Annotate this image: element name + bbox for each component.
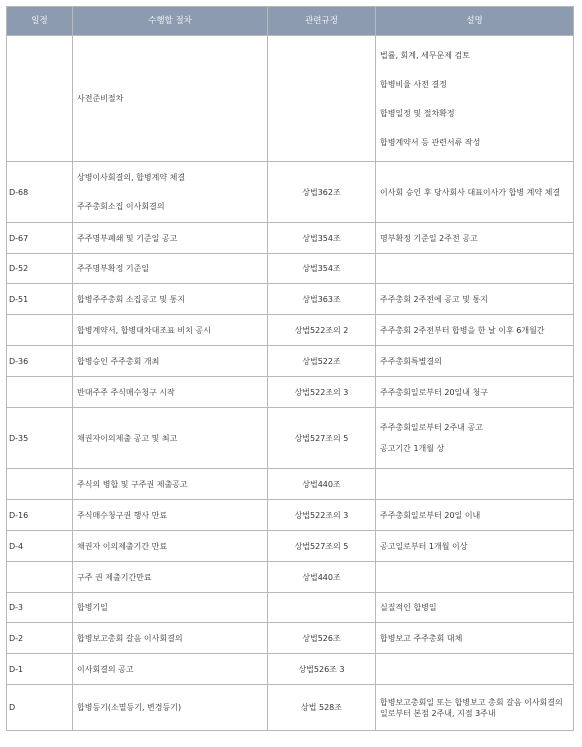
schedule-cell: D-51 <box>7 284 73 315</box>
header-procedure: 수행할 절차 <box>73 7 268 36</box>
schedule-cell: D-4 <box>7 531 73 562</box>
schedule-cell <box>7 315 73 346</box>
description-text: 합병보고총회일 또는 합병보고 총회 갈음 이사회결의일로부터 본점 2주내, 지점 3주내 <box>380 697 563 718</box>
regulation-cell: 상법522조의 3 <box>268 377 376 408</box>
procedure-text: 합병주주총회 소집공고 및 통지 <box>77 294 186 304</box>
procedure-text: 상병이사회결의, 합병계약 체결 <box>77 173 186 182</box>
schedule-cell: D-67 <box>7 223 73 254</box>
procedure-cell <box>73 685 268 731</box>
description-cell <box>376 408 574 469</box>
regulation-cell: 상법526조 3 <box>268 654 376 685</box>
procedure-text: 주식의 병합 및 구주권 제출공고 <box>77 479 188 489</box>
schedule-cell: D-16 <box>7 500 73 531</box>
procedure-text: 주주총회소집 이사회결의 <box>77 202 165 211</box>
description-text: 법률, 회계, 세무문제 검토 <box>380 50 470 60</box>
procedure-cell <box>73 315 268 346</box>
regulation-cell: 상법522조 <box>268 346 376 377</box>
regulation-cell: 상법 528조 <box>268 685 376 731</box>
procedure-text: 합병등기(소멸등기, 변경등기) <box>77 703 182 712</box>
procedure-cell <box>73 531 268 562</box>
regulation-cell <box>268 593 376 623</box>
description-cell <box>376 284 574 315</box>
table-row <box>7 254 574 284</box>
procedure-cell <box>73 469 268 500</box>
schedule-cell: D-2 <box>7 623 73 654</box>
procedure-text: 주주명부폐쇄 및 기준일 공고 <box>77 233 178 243</box>
description-cell <box>376 469 574 500</box>
regulation-cell <box>268 36 376 162</box>
procedure-text: 합병보고총회 갈음 이사회결의 <box>77 633 183 643</box>
description-text: 합병비율 사전 결정 <box>380 79 447 89</box>
description-text: 실질적인 합병일 <box>380 603 437 612</box>
procedure-cell <box>73 654 268 685</box>
table-row <box>7 469 574 500</box>
procedure-text: 합병승인 주주총회 개최 <box>77 356 160 366</box>
table-row <box>7 623 574 654</box>
description-cell <box>376 685 574 731</box>
schedule-cell <box>7 36 73 162</box>
description-text: 합병보고 주주총회 대체 <box>380 633 463 643</box>
procedure-cell <box>73 223 268 254</box>
procedure-text: 합병기일 <box>77 603 108 612</box>
description-text: 주주총회특별결의 <box>380 356 442 366</box>
table-row <box>7 223 574 254</box>
description-text: 합병일정 및 절차확정 <box>380 108 455 118</box>
procedure-text: 사전준비절차 <box>77 94 124 103</box>
schedule-cell <box>7 469 73 500</box>
schedule-cell: D-36 <box>7 346 73 377</box>
description-cell <box>376 162 574 223</box>
description-cell <box>376 315 574 346</box>
procedure-cell <box>73 408 268 469</box>
procedure-cell <box>73 284 268 315</box>
table-row <box>7 284 574 315</box>
schedule-cell: D-1 <box>7 654 73 685</box>
table-header-row <box>7 7 574 36</box>
merger-schedule-table-container <box>6 6 574 731</box>
table-row <box>7 562 574 593</box>
procedure-cell <box>73 346 268 377</box>
procedure-text: 반대주주 주식매수청구 시작 <box>77 387 175 397</box>
header-regulation: 관련규정 <box>268 7 376 36</box>
description-cell <box>376 593 574 623</box>
table-row <box>7 685 574 731</box>
procedure-cell <box>73 377 268 408</box>
description-text: 합병계약서 등 관련서류 작성 <box>380 137 481 147</box>
table-row <box>7 531 574 562</box>
regulation-cell: 상법522조의 3 <box>268 500 376 531</box>
schedule-cell: D-68 <box>7 162 73 223</box>
description-text: 명부확정 기준일 2주전 공고 <box>380 233 478 243</box>
procedure-cell <box>73 623 268 654</box>
table-row <box>7 377 574 408</box>
description-text: 공고기간 1개월 상 <box>380 444 445 453</box>
description-cell <box>376 346 574 377</box>
procedure-cell <box>73 162 268 223</box>
description-text: 공고일로부터 1개월 이상 <box>380 541 468 551</box>
table-row <box>7 500 574 531</box>
procedure-cell <box>73 500 268 531</box>
regulation-cell: 상법522조의 2 <box>268 315 376 346</box>
description-text: 주주총회 2주전부터 합병을 한 날 이후 6개월간 <box>380 325 545 335</box>
description-text: 주주총회 2주전에 공고 및 통지 <box>380 294 488 304</box>
regulation-cell: 상법526조 <box>268 623 376 654</box>
procedure-cell <box>73 254 268 284</box>
regulation-cell: 상법363조 <box>268 284 376 315</box>
procedure-cell <box>73 36 268 162</box>
description-text: 주주총회일로부터 20일내 청구 <box>380 387 489 397</box>
table-row <box>7 593 574 623</box>
procedure-text: 구주 권 제출기간만료 <box>77 572 152 582</box>
regulation-cell: 상법440조 <box>268 562 376 593</box>
description-text: 주주총회일로부터 2주내 공고 <box>380 423 483 432</box>
procedure-text: 채권자 이의제출기간 만료 <box>77 541 168 551</box>
description-cell <box>376 500 574 531</box>
regulation-cell: 상법354조 <box>268 223 376 254</box>
procedure-cell <box>73 562 268 593</box>
procedure-text: 주식매수청구권 행사 만료 <box>77 510 168 520</box>
description-cell <box>376 654 574 685</box>
description-cell <box>376 36 574 162</box>
regulation-cell: 상법527조의 5 <box>268 408 376 469</box>
schedule-cell: D-52 <box>7 254 73 284</box>
description-cell <box>376 254 574 284</box>
schedule-cell <box>7 562 73 593</box>
description-text: 이사회 승인 후 당사회사 대표이사가 합병 계약 체결 <box>380 187 561 197</box>
schedule-cell <box>7 377 73 408</box>
table-row <box>7 315 574 346</box>
procedure-text: 주주명부확정 기준일 <box>77 264 150 273</box>
table-row <box>7 346 574 377</box>
description-cell <box>376 562 574 593</box>
procedure-cell <box>73 593 268 623</box>
description-cell <box>376 531 574 562</box>
header-description: 설명 <box>376 7 574 36</box>
header-schedule: 일정 <box>7 7 73 36</box>
regulation-cell: 상법527조의 5 <box>268 531 376 562</box>
schedule-cell: D-35 <box>7 408 73 469</box>
procedure-text: 채권자이의제출 공고 및 최고 <box>77 433 178 443</box>
description-cell <box>376 223 574 254</box>
procedure-text: 이사회결의 공고 <box>77 664 134 674</box>
regulation-cell: 상법354조 <box>268 254 376 284</box>
description-cell <box>376 623 574 654</box>
description-cell <box>376 377 574 408</box>
schedule-cell: D <box>7 685 73 731</box>
schedule-cell: D-3 <box>7 593 73 623</box>
table-row <box>7 408 574 469</box>
merger-schedule-table <box>6 6 574 731</box>
table-row <box>7 36 574 162</box>
regulation-cell: 상법440조 <box>268 469 376 500</box>
description-text: 주주총회일로부터 20일 이내 <box>380 510 481 520</box>
procedure-text: 합병계약서, 합병대차대조표 비치 공시 <box>77 325 211 335</box>
table-row <box>7 654 574 685</box>
regulation-cell: 상법362조 <box>268 162 376 223</box>
table-row <box>7 162 574 223</box>
